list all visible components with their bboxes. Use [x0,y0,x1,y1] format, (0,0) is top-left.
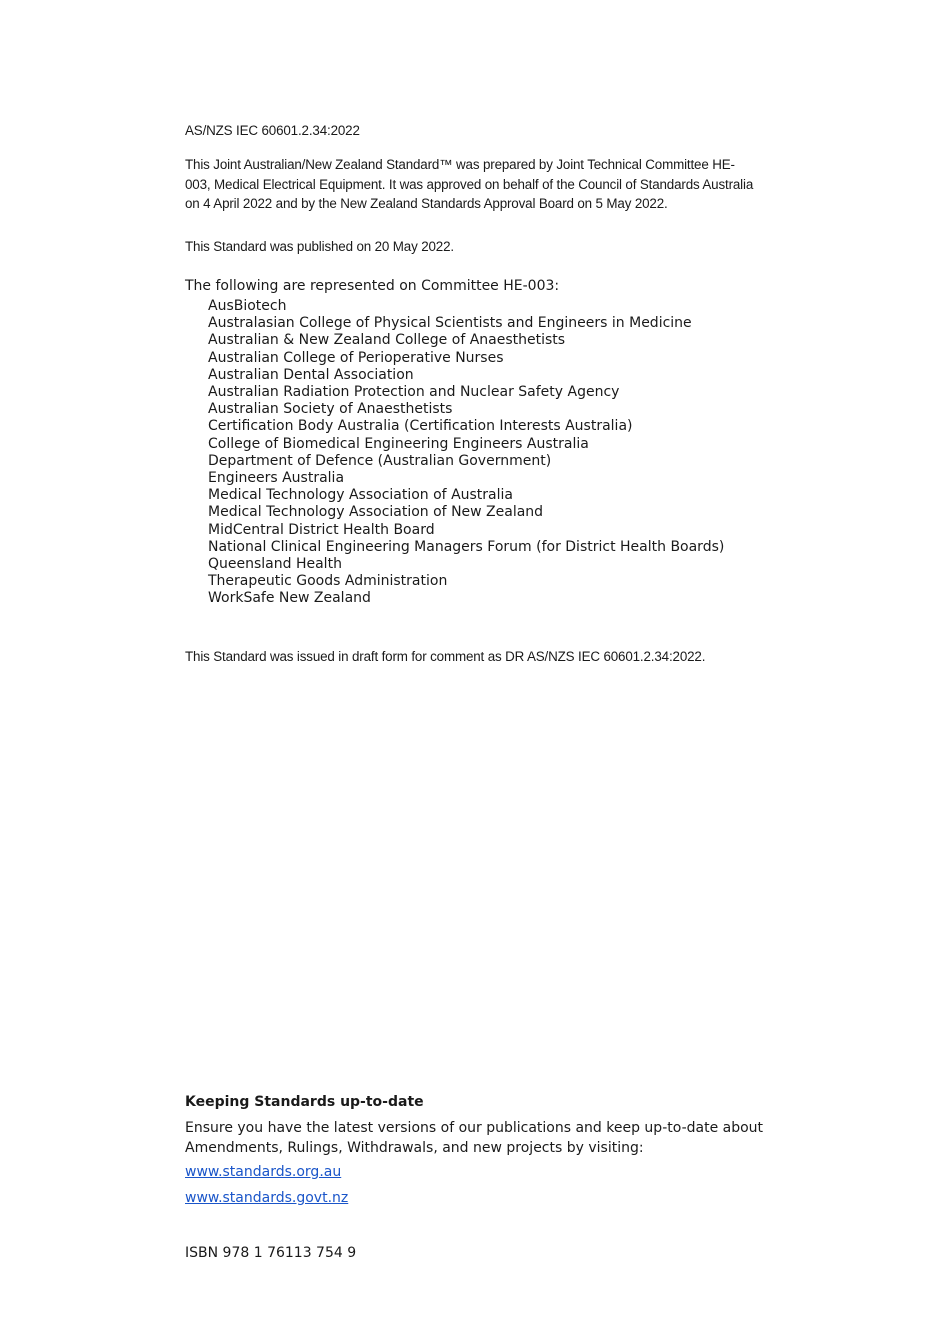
committee-member: Queensland Health [208,556,342,573]
committee-member: Australian Society of Anaesthetists [208,401,453,418]
preparation-paragraph: This Joint Australian/New Zealand Standard™ was prepared by Joint Technical Committee HE-003, Medical Electrical Equipment. It was approved on behalf of the Council of Standards Australia on 4 April 2022 and by the New Zealand Standards Approval Board on 5 May 2022. [185,157,754,211]
committee-member: Therapeutic Goods Administration [208,573,448,590]
committee-member: Medical Technology Association of Australia [208,487,513,504]
committee-member: MidCentral District Health Board [208,521,435,538]
committee-member: Department of Defence (Australian Government) [208,452,552,469]
standards-nz-link[interactable]: www.standards.govt.nz [185,1190,349,1206]
standard-id: AS/NZS IEC 60601.2.34:2022 [185,123,360,138]
committee-member: Medical Technology Association of New Zealand [208,504,544,521]
committee-member: AusBiotech [208,298,287,314]
committee-member: Australian College of Perioperative Nurses [208,349,504,366]
draft-statement: This Standard was issued in draft form for comment as DR AS/NZS IEC 60601.2.34:2022. [185,649,706,664]
committee-member: College of Biomedical Engineering Engineers Australia [208,435,589,452]
committee-member: Engineers Australia [208,470,345,487]
isbn: ISBN 978 1 76113 754 9 [185,1245,357,1261]
keeping-up-to-date-heading: Keeping Standards up-to-date [185,1094,424,1110]
committee-member-list [208,298,724,608]
committee-member: Certification Body Australia (Certification Interests Australia) [208,418,633,435]
committee-member: Australasian College of Physical Scientists and Engineers in Medicine [208,315,692,332]
keeping-up-to-date-text: Ensure you have the latest versions of our publications and keep up-to-date about Amendments, Rulings, Withdrawals, and new projects by visiting: [185,1120,764,1156]
standards-au-link[interactable]: www.standards.org.au [185,1164,342,1180]
committee-member: Australian & New Zealand College of Anaesthetists [208,332,566,349]
committee-intro: The following are represented on Committee HE-003: [185,278,560,294]
committee-member: Australian Radiation Protection and Nuclear Safety Agency [208,384,620,401]
committee-member: National Clinical Engineering Managers Forum (for District Health Boards) [208,538,725,555]
published-statement: This Standard was published on 20 May 2022. [185,239,454,254]
committee-member: WorkSafe New Zealand [208,590,371,607]
committee-member: Australian Dental Association [208,366,414,383]
